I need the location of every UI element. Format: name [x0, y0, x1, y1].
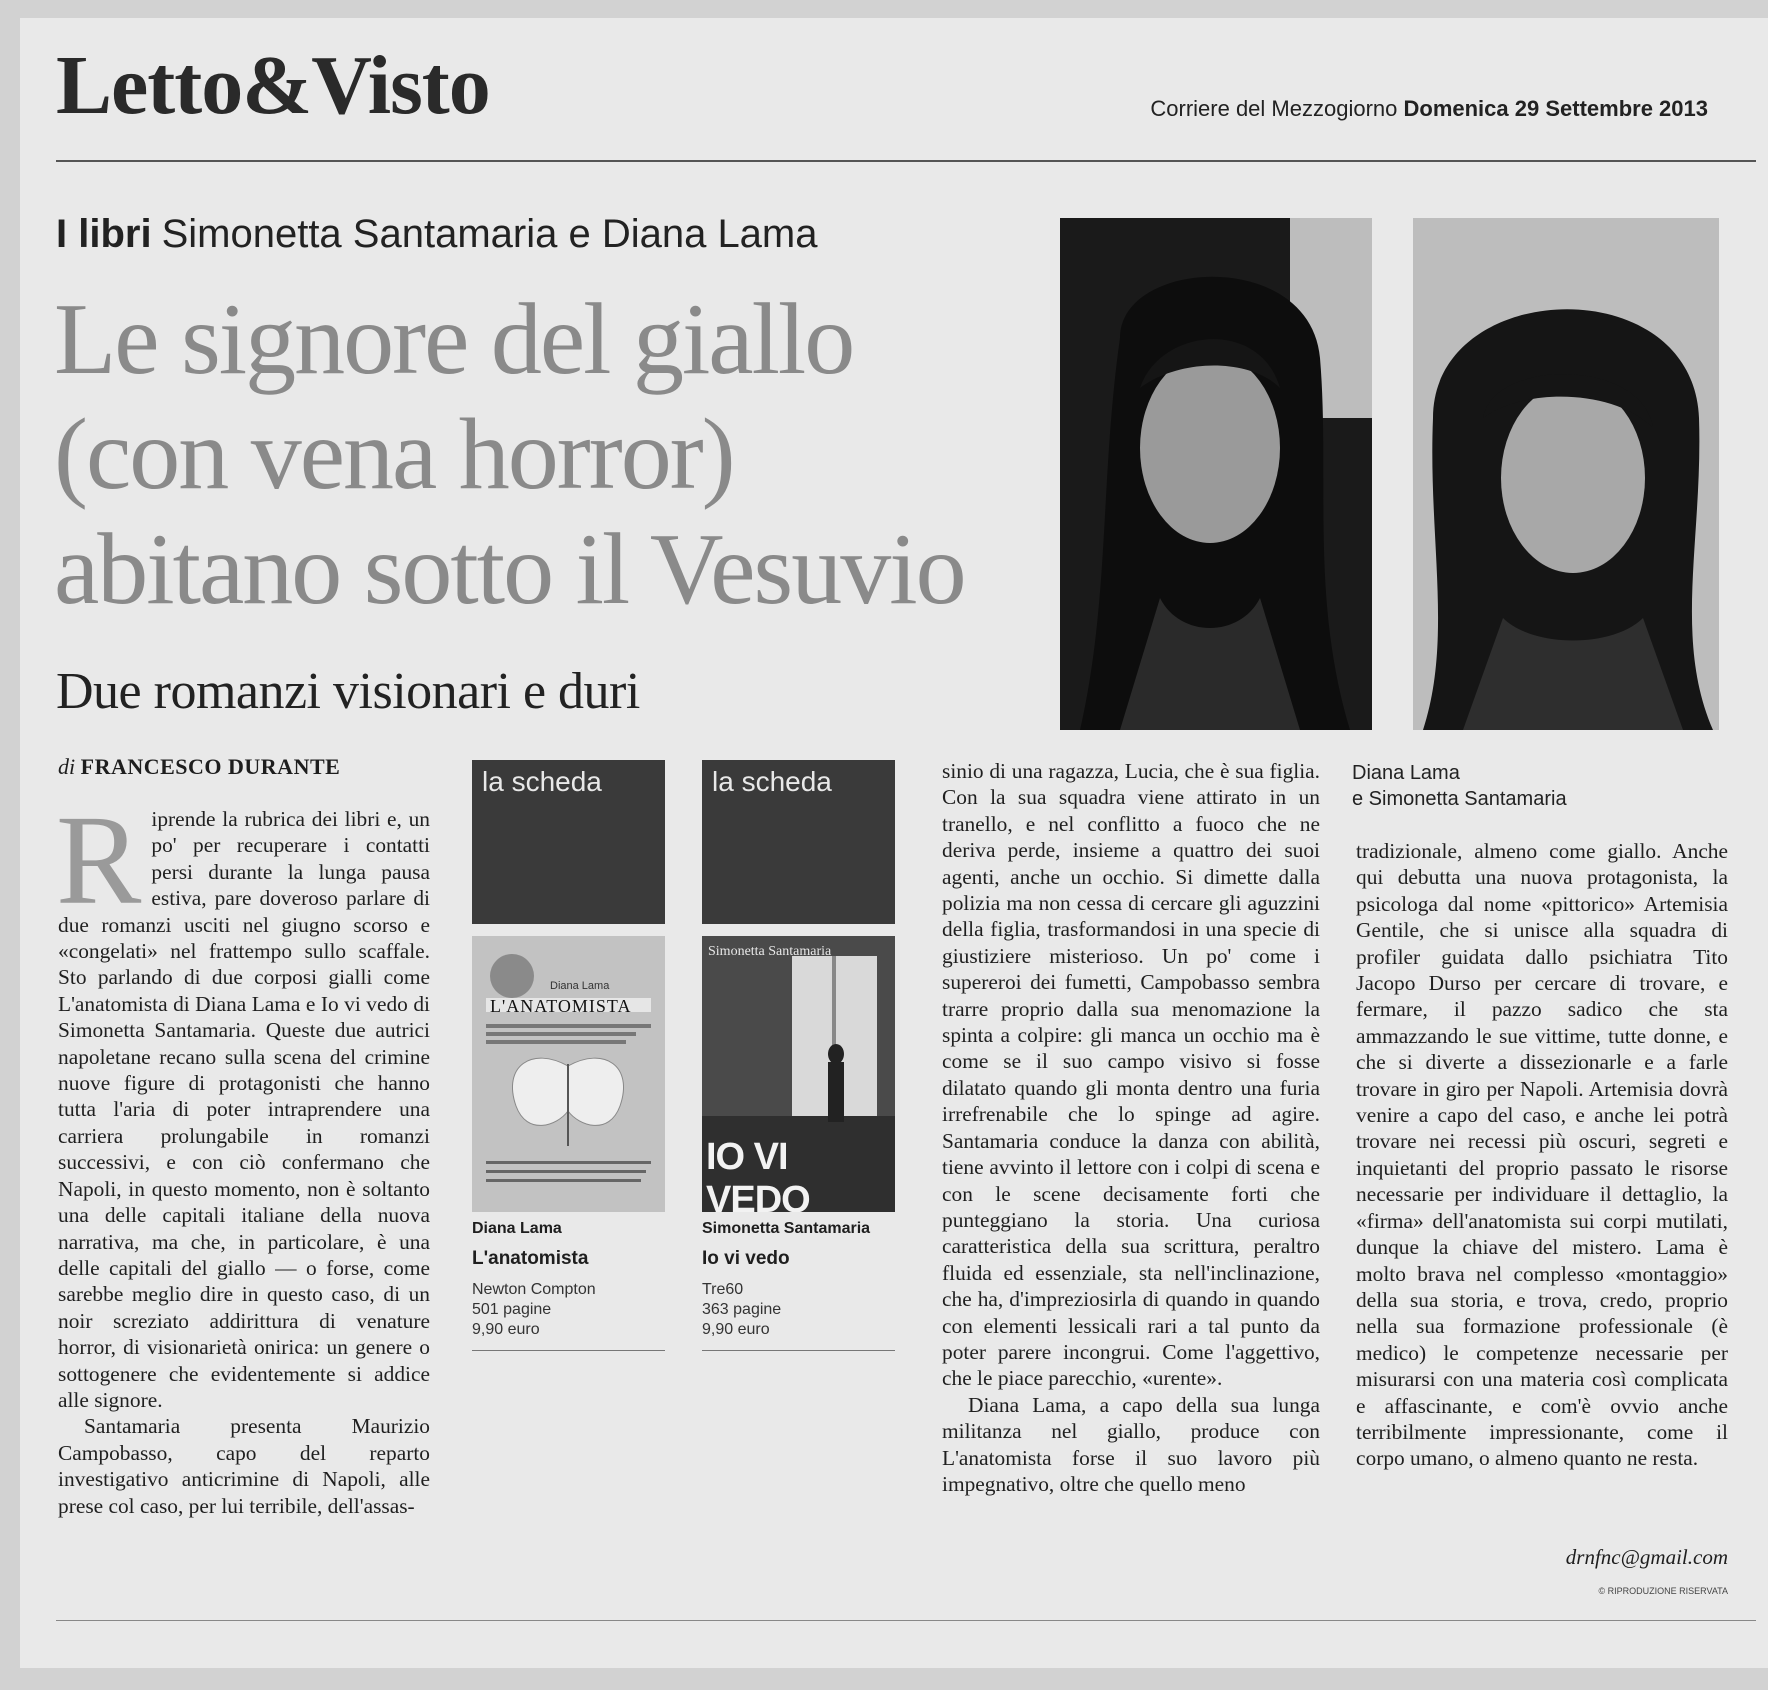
photo-caption: [1352, 760, 1567, 812]
article-column-1: [56, 789, 430, 1519]
publication-name: Corriere del Mezzogiorno: [1150, 96, 1398, 121]
byline-prefix: di: [58, 754, 76, 779]
byline: [58, 754, 340, 780]
book-pages: 501 pagine: [472, 1301, 552, 1318]
book-publisher: Newton Compton: [472, 1281, 596, 1298]
kicker-section: I libri: [56, 212, 152, 256]
book-title: Io vi vedo: [702, 1248, 790, 1269]
top-rule: [56, 160, 1756, 162]
cover-author: Simonetta Santamaria: [708, 944, 832, 959]
paragraph: Santamaria presenta Maurizio Campobasso, capo del reparto investigativo anticrimine di Napoli, alle prese col caso, per lui terribile, dell'assas-: [58, 1414, 430, 1518]
drop-cap: R: [56, 789, 142, 931]
publication-date: Domenica 29 Settembre 2013: [1403, 96, 1708, 121]
book-card-1: [472, 760, 665, 1351]
book-pages: 363 pagine: [702, 1301, 782, 1318]
article-column-3: [942, 758, 1320, 1497]
cover-author: Diana Lama: [550, 980, 610, 992]
book-cover: [472, 936, 665, 1212]
byline-author: FRANCESCO DURANTE: [80, 754, 341, 779]
book-author: Simonetta Santamaria: [702, 1220, 871, 1237]
paragraph: sinio di una ragazza, Lucia, che è sua figlia. Con la sua squadra viene attirato in un tranello, e nel conflitto a fuoco che ne deriva perde, insieme a quattro dei suoi agenti, anche un occhio. Si dimette dalla polizia ma non cessa di cercare gli aguzzini della figlia, trasformandosi in una specie di giustiziere misterioso. Un po' come i supereroi dei fumetti, Campobasso sembra trarre proprio dalla sua menomazione la spinta a colpire: gli manca un occhio ma è come se il suo campo visivo si fosse dilatato quando gli monta dentro una furia irrefrenabile che lo spinge ad agire. Santamaria conduce la danza con abilità, tiene avvinto il lettore con i colpi di scena e con le scene decisamente forti che punteggiano la storia. Una curiosa caratteristica della sua scrittura, peraltro fluida ed essenziale, sta nell'inclinazione, che ha, d'impreziosirla di quando in quando con elementi lessicali rari a tal punto da poter parere incongrui. Come l'aggettivo, che le piace parecchio, «urente».: [942, 759, 1320, 1391]
paragraph: Diana Lama, a capo della sua lunga militanza nel giallo, produce con L'anatomista forse il suo lavoro più impegnativo, oltre che quello meno: [942, 1392, 1320, 1496]
section-masthead: Letto&Visto: [56, 39, 490, 132]
card-end-rule: [472, 1350, 665, 1351]
book-cover: [702, 936, 895, 1212]
book-info: [472, 1280, 665, 1340]
subheadline: Due romanzi visionari e duri: [56, 663, 640, 720]
author-photo-simonetta-santamaria: [1413, 218, 1719, 730]
book-card-2: [702, 760, 895, 1351]
cover-title: IO VI VEDO: [706, 1136, 810, 1212]
book-author: Diana Lama: [472, 1220, 562, 1237]
caption-line-1: Diana Lama: [1352, 762, 1460, 784]
author-email: drnfnc@gmail.com: [1565, 1545, 1728, 1569]
book-price: 9,90 euro: [472, 1321, 540, 1338]
headline-line-2: (con vena horror): [54, 398, 734, 511]
butterfly-cover-art: [472, 936, 665, 1212]
copyright-notice: © RIPRODUZIONE RISERVATA: [1598, 1586, 1728, 1596]
portrait-image: [1060, 218, 1372, 730]
portrait-image: [1413, 218, 1719, 730]
bottom-rule: [56, 1620, 1756, 1621]
publication-info: [1150, 96, 1708, 122]
headline: [54, 282, 965, 627]
card-end-rule: [702, 1350, 895, 1351]
book-publisher: Tre60: [702, 1281, 744, 1298]
book-info: [702, 1280, 895, 1340]
headline-line-1: Le signore del giallo: [54, 283, 854, 396]
article-column-4: [1356, 838, 1728, 1472]
author-photo-diana-lama: [1060, 218, 1372, 730]
book-price: 9,90 euro: [702, 1321, 770, 1338]
book-card-label: la scheda: [472, 760, 665, 924]
book-title: L'anatomista: [472, 1248, 589, 1269]
paragraph-text: iprende la rubrica dei libri e, un po' per recuperare i contatti persi durante la lunga pausa estiva, pare doveroso parlare di due romanzi usciti nel giugno scorso e «congelati» nel frattempo sullo scaffale. Sto parlando di due corposi gialli come L'anatomista di Diana Lama e Io vi vedo di Simonetta Santamaria. Queste due autrici napoletane recano sulla scena del crimine nuove figure di protagonisti che hanno tutta l'aria di poter intraprendere una carriera prolungabile in romanzi successivi, e con ciò confermano che Napoli, in questo momento, non è soltanto una delle capitali italiane della nuova narrativa, ma che, in particolare, è una delle capitali del giallo — o forse, come sarebbe meglio dire in questo caso, di un noir screziato addirittura di venature horror, di visionarietà onirica: un genere o sottogenere che evidentemente si addice alle signore.: [58, 807, 430, 1412]
paragraph: [56, 789, 430, 1413]
cover-title: L'ANATOMISTA: [490, 996, 632, 1016]
caption-line-2: e Simonetta Santamaria: [1352, 788, 1567, 810]
kicker-authors: Simonetta Santamaria e Diana Lama: [161, 212, 818, 256]
kicker: [56, 212, 818, 257]
book-card-label: la scheda: [702, 760, 895, 924]
paragraph: tradizionale, almeno come giallo. Anche qui debutta una nuova protagonista, la psicologa dal nome «pittorico» Artemisia Gentile, che si unisce alla squadra di profiler guidata dallo psichiatra Tito Jacopo Durso per cercare di trovare, e fermare, il pazzo sadico che sta ammazzando le sue vittime, tutte donne, e che si diverte a dissezionarle e a farle trovare in giro per Napoli. Artemisia dovrà venire a capo del caso, e anche lei potrà trovare nei recessi più oscuri, segreti e inquietanti del proprio passato le risorse necessarie per individuare il dettaglio, la «firma» dell'anatomista sui corpi mutilati, dunque la chiave del mistero. Lama è molto brava nel complesso «montaggio» della sua storia, e trova, credo, proprio nella sua formazione professionale (è medico) le competenze necessarie per misurarsi con una materia così complicata e affascinante, e com'è ovvio anche terribilmente impressionante, come il corpo umano, o almeno quanto ne resta.: [1356, 839, 1728, 1471]
headline-line-3: abitano sotto il Vesuvio: [54, 513, 965, 626]
